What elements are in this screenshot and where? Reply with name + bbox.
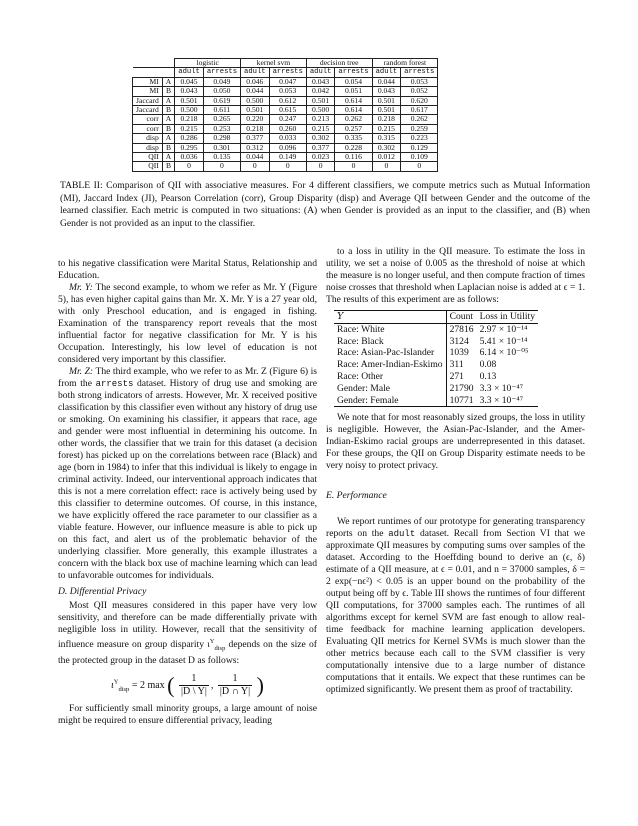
math-sub: disp bbox=[118, 685, 130, 693]
value-cell: 0 bbox=[306, 162, 335, 171]
value-cell: 0.295 bbox=[175, 143, 204, 152]
loss-header: Loss in Utility bbox=[479, 311, 535, 322]
setting-cell: A bbox=[162, 134, 174, 143]
value-cell: 0.286 bbox=[175, 134, 204, 143]
value-cell: 0.052 bbox=[401, 87, 438, 96]
count-cell: 10771 bbox=[446, 395, 476, 407]
classifier-header-row bbox=[133, 59, 438, 68]
paragraph bbox=[58, 366, 317, 582]
loss-cell: 3.3 × 10⁻⁴⁷ bbox=[479, 382, 524, 394]
value-cell: 0.220 bbox=[241, 115, 270, 124]
measure-cell: disp bbox=[133, 143, 163, 152]
table-row bbox=[334, 336, 538, 348]
value-cell: 0.045 bbox=[175, 77, 204, 86]
table-corner bbox=[133, 59, 175, 68]
table-header-row bbox=[334, 311, 538, 324]
paragraph-text: The third example, who we refer to as Mr. Z (Figure 6) is from the bbox=[58, 366, 317, 389]
value-cell: 0.260 bbox=[269, 124, 306, 133]
value-cell: 0.617 bbox=[401, 106, 438, 115]
value-cell: 0.253 bbox=[203, 124, 240, 133]
measure-cell: Jaccard bbox=[133, 106, 163, 115]
value-cell: 0.215 bbox=[175, 124, 204, 133]
value-cell: 0.043 bbox=[306, 77, 335, 86]
measure-cell: corr bbox=[133, 115, 163, 124]
group-cell: Race: Amer-Indian-Eskimo bbox=[337, 359, 443, 371]
table-caption: TABLE II: Comparison of QII with associative measures. For 4 different classifiers, we compute metrics such as Mutual Information (MI), Jaccard Index (JI), Pearson Correlation (corr), Group Disparity (disp) and Average QII between Gender and the outcome of the learned classifier. Each metric is computed in two situations: (A) when Gender is provided as an input to the classifier, and (B) when Gender is not provided as an input to the classifier. bbox=[60, 180, 590, 229]
value-cell: 0.023 bbox=[306, 153, 335, 162]
math-sup: Y bbox=[113, 678, 119, 686]
value-cell: 0.218 bbox=[175, 115, 204, 124]
comparison-table bbox=[132, 58, 438, 172]
paragraph: We note that for most reasonably sized groups, the loss in utility is negligible. However, the Asian-Pac-Islander, and the Amer-Indian-Eskimo racial groups are underrepresented in this dataset. For these groups, the QII on Group Disparity estimate needs to be very noisy to protect privacy. bbox=[326, 412, 585, 472]
paragraph-text: depends on the size of the protected group in the dataset D as follows: bbox=[58, 639, 318, 667]
value-cell: 0.620 bbox=[401, 96, 438, 105]
value-cell: 0.501 bbox=[306, 96, 335, 105]
loss-cell: 0.13 bbox=[479, 370, 497, 382]
dataset-header: adult bbox=[372, 68, 401, 77]
count-header: Count bbox=[446, 311, 476, 324]
loss-cell: 2.97 × 10⁻¹⁴ bbox=[479, 323, 528, 335]
value-cell: 0 bbox=[269, 162, 306, 171]
denominator: |D \ Y| bbox=[181, 686, 207, 698]
numerator: 1 bbox=[179, 673, 209, 686]
dataset-name: arrests bbox=[95, 379, 134, 389]
value-cell: 0.500 bbox=[241, 96, 270, 105]
value-cell: 0.228 bbox=[335, 143, 372, 152]
value-cell: 0.218 bbox=[372, 115, 401, 124]
classifier-header: random forest bbox=[372, 59, 438, 68]
right-column bbox=[326, 246, 585, 696]
dataset-header: arrests bbox=[203, 68, 240, 77]
paragraph bbox=[58, 600, 317, 667]
value-cell: 0 bbox=[401, 162, 438, 171]
value-cell: 0.257 bbox=[335, 124, 372, 133]
value-cell: 0.302 bbox=[306, 134, 335, 143]
value-cell: 0.223 bbox=[401, 134, 438, 143]
example-label: Mr. Y: bbox=[69, 282, 93, 293]
table-row bbox=[133, 87, 438, 96]
fraction bbox=[179, 673, 209, 698]
value-cell: 0.215 bbox=[372, 124, 401, 133]
table-row bbox=[334, 371, 538, 383]
paragraph-text: Most QII measures considered in this paper have very low sensitivity, and therefore can be made differentially private with negligible loss in utility. However, recall that the sensitivity of influence measure on group disparity ι bbox=[58, 600, 317, 651]
table-row bbox=[133, 115, 438, 124]
value-cell: 0.614 bbox=[335, 106, 372, 115]
disparity-equation: $\iota^Y_{disp} = 2$ max ( $\frac{1}{|D \backslash Y|}$ , $\frac{1}{|D \cap Y|}$ ) bbox=[110, 672, 264, 698]
math-operator: = 2 max bbox=[129, 679, 165, 691]
comparison-table-body bbox=[133, 77, 438, 171]
count-cell: 27816 bbox=[446, 323, 476, 335]
measure-cell: Jaccard bbox=[133, 96, 163, 105]
setting-cell: A bbox=[162, 115, 174, 124]
group-header: Y bbox=[337, 311, 344, 322]
dataset-header: arrests bbox=[401, 68, 438, 77]
dataset-header: arrests bbox=[335, 68, 372, 77]
value-cell: 0.036 bbox=[175, 153, 204, 162]
utility-loss-table-body bbox=[334, 323, 538, 407]
group-cell: Gender: Female bbox=[337, 394, 399, 406]
count-cell: 3124 bbox=[446, 336, 476, 348]
group-cell: Gender: Male bbox=[337, 382, 391, 394]
value-cell: 0.109 bbox=[401, 153, 438, 162]
value-cell: 0.377 bbox=[306, 143, 335, 152]
classifier-header: logistic bbox=[175, 59, 241, 68]
value-cell: 0.135 bbox=[203, 153, 240, 162]
value-cell: 0.218 bbox=[241, 124, 270, 133]
dataset-header: adult bbox=[241, 68, 270, 77]
value-cell: 0.043 bbox=[372, 87, 401, 96]
value-cell: 0 bbox=[241, 162, 270, 171]
value-cell: 0.012 bbox=[372, 153, 401, 162]
value-cell: 0.044 bbox=[241, 153, 270, 162]
value-cell: 0.149 bbox=[269, 153, 306, 162]
value-cell: 0.053 bbox=[269, 87, 306, 96]
table-row bbox=[133, 134, 438, 143]
value-cell: 0.044 bbox=[241, 87, 270, 96]
value-cell: 0.046 bbox=[241, 77, 270, 86]
classifier-header: decision tree bbox=[306, 59, 372, 68]
loss-cell: 3.3 × 10⁻⁴⁷ bbox=[479, 394, 524, 406]
count-cell: 21790 bbox=[446, 383, 476, 395]
measure-cell: MI bbox=[133, 87, 163, 96]
table-corner bbox=[133, 68, 175, 77]
value-cell: 0.335 bbox=[335, 134, 372, 143]
loss-cell: 5.41 × 10⁻¹⁴ bbox=[479, 335, 528, 347]
value-cell: 0 bbox=[175, 162, 204, 171]
table-row bbox=[334, 383, 538, 395]
setting-cell: B bbox=[162, 162, 174, 171]
denominator: |D ∩ Y| bbox=[219, 686, 251, 698]
setting-cell: B bbox=[162, 124, 174, 133]
count-cell: 1039 bbox=[446, 347, 476, 359]
paragraph-text: The second example, to whom we refer as Mr. Y (Figure 5), has even higher capital gains than Mr. X. Mr. Y is a 27 year old, with only Preschool education, and is engaged in fishing. Examination of the transparency report reveals that the most influential factor for negative classification for Mr. Y is his Occupation. Interestingly, his low level of education is not considered very important by this classifier. bbox=[58, 282, 318, 365]
section-heading: E. Performance bbox=[326, 490, 387, 502]
dataset-header: arrests bbox=[269, 68, 306, 77]
paragraph: For sufficiently small minority groups, a large amount of noise might be required to ensure differential privacy, leading bbox=[58, 703, 317, 727]
value-cell: 0.213 bbox=[306, 115, 335, 124]
value-cell: 0.043 bbox=[175, 87, 204, 96]
paragraph-text: dataset. Recall from Section VI that we approximate QII measures by computing sums over samples of the dataset. According to the Hoeffding bound to derive an (ϵ, δ) estimate of a QII measure, at ϵ = 0.01, and n = 37000 samples, δ = 2 exp(−nϵ²) < 0.05 is an upper bound on the probability of the output being off by ϵ. Table III shows the runtimes of four different QII computations, for 37000 samples each. The runtimes of all algorithms except for kernel SVM are fast enough to allow real-time feedback for machine learning application developers. Evaluating QII metrics for Kernel SVMs is much slower than the other metrics because each call to the SVM classifier is very computationally intensive due to a large number of distance computations that it entails. We expect that these runtimes can be optimized significantly. We present them as proof of tractability. bbox=[326, 528, 585, 696]
value-cell: 0.033 bbox=[269, 134, 306, 143]
group-cell: Race: Other bbox=[337, 370, 384, 382]
fraction bbox=[218, 673, 252, 698]
value-cell: 0.312 bbox=[241, 143, 270, 152]
value-cell: 0 bbox=[335, 162, 372, 171]
value-cell: 0.259 bbox=[401, 124, 438, 133]
example-label: Mr. Z: bbox=[69, 366, 94, 377]
dataset-header: adult bbox=[175, 68, 204, 77]
value-cell: 0.377 bbox=[241, 134, 270, 143]
loss-cell: 6.14 × 10⁻⁰⁵ bbox=[479, 347, 529, 359]
value-cell: 0.129 bbox=[401, 143, 438, 152]
setting-cell: A bbox=[162, 96, 174, 105]
value-cell: 0.050 bbox=[203, 87, 240, 96]
value-cell: 0.614 bbox=[335, 96, 372, 105]
setting-cell: B bbox=[162, 106, 174, 115]
value-cell: 0.298 bbox=[203, 134, 240, 143]
group-cell: Race: White bbox=[337, 323, 385, 335]
value-cell: 0.054 bbox=[335, 77, 372, 86]
value-cell: 0.265 bbox=[203, 115, 240, 124]
value-cell: 0.116 bbox=[335, 153, 372, 162]
paren-open: ( bbox=[167, 672, 175, 698]
table-row bbox=[334, 359, 538, 371]
setting-cell: A bbox=[162, 153, 174, 162]
value-cell: 0.051 bbox=[335, 87, 372, 96]
value-cell: 0.047 bbox=[269, 77, 306, 86]
value-cell: 0.501 bbox=[372, 106, 401, 115]
loss-cell: 0.08 bbox=[479, 359, 497, 371]
paragraph-text: We report runtimes of our prototype for generating transparency reports on the bbox=[326, 516, 585, 540]
math-sup: Y bbox=[209, 638, 215, 645]
classifier-header: kernel svm bbox=[241, 59, 307, 68]
paragraph-text: dataset. History of drug use and smoking are both strong indicators of arrests. However, Mr. X received positive classification by this classifier even without any history of drug use or smoking. On examining his classifier, it appears that race, age and gender were most influential in determining his outcome. In other words, the classifier that we train for this dataset (a decision forest) has picked up on the correlations between race (Black) and age (born in 1984) to infer that this individual is likely to engage in criminal activity. Indeed, our interventional approach indicates that this is not a mere correlation effect: race is actively being used by this classifier to determine outcomes. Of course, in this instance, we have explicitly offered the race parameter to our classifier as a viable feature. However, our influence measure is able to pick up on this fact, and alert us of the problematic behavior of the underlying classifier. More generally, this example illustrates a concern with the black box use of machine learning which can lead to unfavorable outcomes for individuals. bbox=[58, 378, 317, 581]
math-sub: disp bbox=[214, 645, 226, 653]
dataset-header-row bbox=[133, 68, 438, 77]
group-cell: Race: Asian-Pac-Islander bbox=[337, 347, 435, 359]
paragraph bbox=[58, 282, 317, 366]
value-cell: 0.619 bbox=[203, 96, 240, 105]
table-row bbox=[133, 162, 438, 171]
count-cell: 311 bbox=[446, 359, 476, 371]
value-cell: 0.262 bbox=[335, 115, 372, 124]
paragraph bbox=[326, 516, 585, 696]
measure-cell: MI bbox=[133, 77, 163, 86]
value-cell: 0.044 bbox=[372, 77, 401, 86]
value-cell: 0.049 bbox=[203, 77, 240, 86]
value-cell: 0 bbox=[203, 162, 240, 171]
value-cell: 0.501 bbox=[175, 96, 204, 105]
setting-cell: B bbox=[162, 143, 174, 152]
value-cell: 0.501 bbox=[372, 96, 401, 105]
value-cell: 0.302 bbox=[372, 143, 401, 152]
value-cell: 0.247 bbox=[269, 115, 306, 124]
measure-cell: disp bbox=[133, 134, 163, 143]
value-cell: 0.042 bbox=[306, 87, 335, 96]
value-cell: 0.500 bbox=[306, 106, 335, 115]
measure-cell: QII bbox=[133, 162, 163, 171]
math-symbol: ι bbox=[110, 679, 114, 691]
section-heading: D. Differential Privacy bbox=[58, 586, 147, 597]
numerator: 1 bbox=[218, 673, 252, 686]
paragraph: to a loss in utility in the QII measure. To estimate the loss in utility, we set a noise of 0.005 as the threshold of noise at which the measure is no longer useful, and then compute fraction of times noise crosses that threshold when Laplacian noise is added at ϵ = 1. The results of this experiment are as follows: bbox=[326, 246, 585, 305]
value-cell: 0.215 bbox=[306, 124, 335, 133]
setting-cell: B bbox=[162, 87, 174, 96]
group-cell: Race: Black bbox=[337, 335, 384, 347]
value-cell: 0.615 bbox=[269, 106, 306, 115]
value-cell: 0.262 bbox=[401, 115, 438, 124]
table-row bbox=[334, 347, 538, 359]
value-cell: 0 bbox=[372, 162, 401, 171]
value-cell: 0.053 bbox=[401, 77, 438, 86]
value-cell: 0.611 bbox=[203, 106, 240, 115]
paragraph: to his negative classification were Marital Status, Relationship and Education. bbox=[58, 258, 317, 281]
table-row bbox=[334, 395, 538, 407]
value-cell: 0.301 bbox=[203, 143, 240, 152]
setting-cell: A bbox=[162, 77, 174, 86]
value-cell: 0.315 bbox=[372, 134, 401, 143]
value-cell: 0.612 bbox=[269, 96, 306, 105]
measure-cell: QII bbox=[133, 153, 163, 162]
value-cell: 0.500 bbox=[175, 106, 204, 115]
value-cell: 0.096 bbox=[269, 143, 306, 152]
value-cell: 0.501 bbox=[241, 106, 270, 115]
paren-close: ) bbox=[256, 672, 264, 698]
left-column bbox=[58, 258, 317, 727]
count-cell: 271 bbox=[446, 371, 476, 383]
dataset-name: adult bbox=[388, 529, 416, 540]
measure-cell: corr bbox=[133, 124, 163, 133]
table-row bbox=[334, 323, 538, 335]
dataset-header: adult bbox=[306, 68, 335, 77]
utility-loss-table bbox=[334, 310, 538, 407]
